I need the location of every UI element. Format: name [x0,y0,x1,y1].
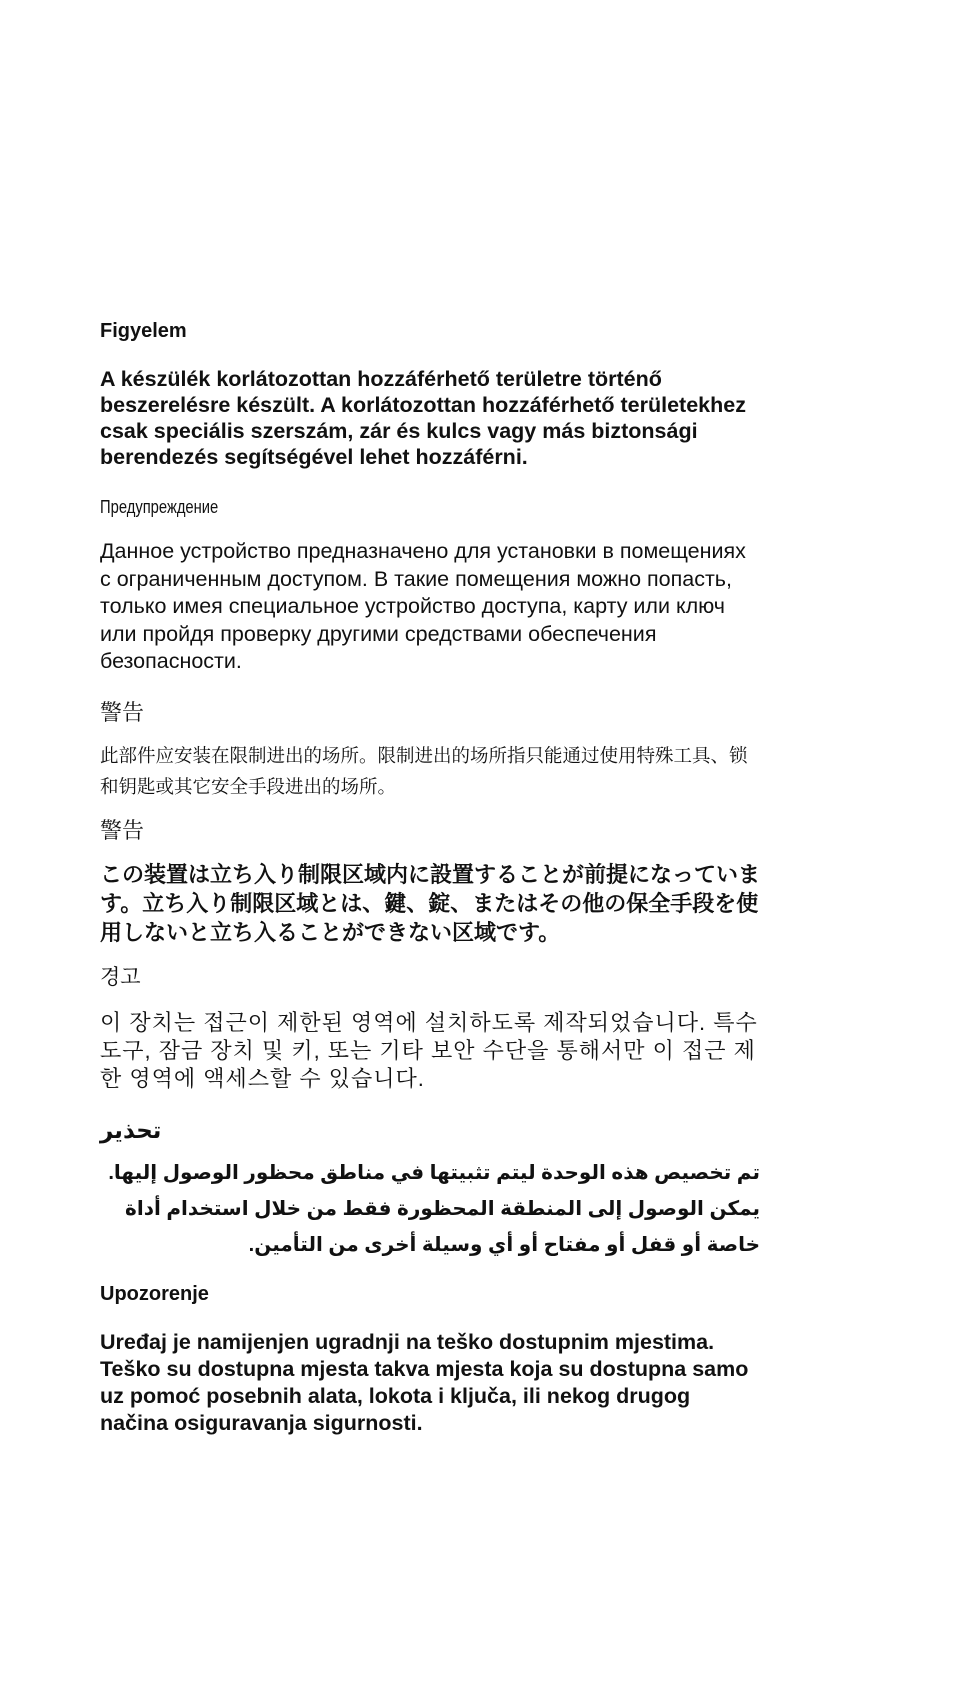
chinese-warning-text: 此部件应安装在限制进出的场所。限制进出的场所指只能通过使用特殊工具、锁和钥匙或其它安全手段进出的场所。 [100,744,748,797]
russian-warning-text: Данное устройство предназначено для установки в помещениях с ограниченным доступом. В такие помещения можно попасть, только имея специальное устройство доступа, карту или ключ или пройдя проверку другими средствами обеспечения безопасности. [100,539,746,673]
japanese-warning-heading: 警告 [100,817,145,843]
croatian-warning-text: Uređaj je namijenjen ugradnji na teško dostupnim mjestima. Teško su dostupna mjesta takva mjesta koja su dostupna samo uz pomoć posebnih alata, lokota i ključa, ili nekog drugog načina osiguravanja sigurnosti. [100,1329,749,1435]
japanese-warning-text: この装置は立ち入り制限区域内に設置することが前提になっています。立ち入り制限区域とは、鍵、錠、またはその他の保全手段を使用しないと立ち入ることができない区域です。 [100,861,761,945]
warning-document [100,318,760,1437]
hungarian-warning-heading: Figyelem [100,320,187,342]
arabic-warning-heading: تحذير [100,1116,162,1143]
russian-warning-heading: Предупреждение [100,497,219,517]
arabic-warning-text: تم تخصيص هذه الوحدة ليتم تثبيتها في مناطق محظور الوصول إليها. يمكن الوصول إلى المنطقة المحظورة فقط من خلال استخدام أداة خاصة أو قفل أو مفتاح أو أي وسيلة أخرى من التأمين. [108,1161,760,1256]
hungarian-warning-text: A készülék korlátozottan hozzáférhető területre történő beszerelésre készült. A korlátozottan hozzáférhető területekhez csak speciális szerszám, zár és kulcs vagy más biztonsági berendezés segítségével lehet hozzáférni. [100,367,746,469]
korean-warning-text: 이 장치는 접근이 제한된 영역에 설치하도록 제작되었습니다. 특수 도구, 잠금 장치 및 키, 또는 기타 보안 수단을 통해서만 이 접근 제한 영역에 액세스할 수 있습니다. [100,1009,758,1091]
korean-warning-heading: 경고 [100,965,141,989]
croatian-warning-heading: Upozorenje [100,1282,209,1305]
chinese-warning-heading: 警告 [100,699,145,725]
